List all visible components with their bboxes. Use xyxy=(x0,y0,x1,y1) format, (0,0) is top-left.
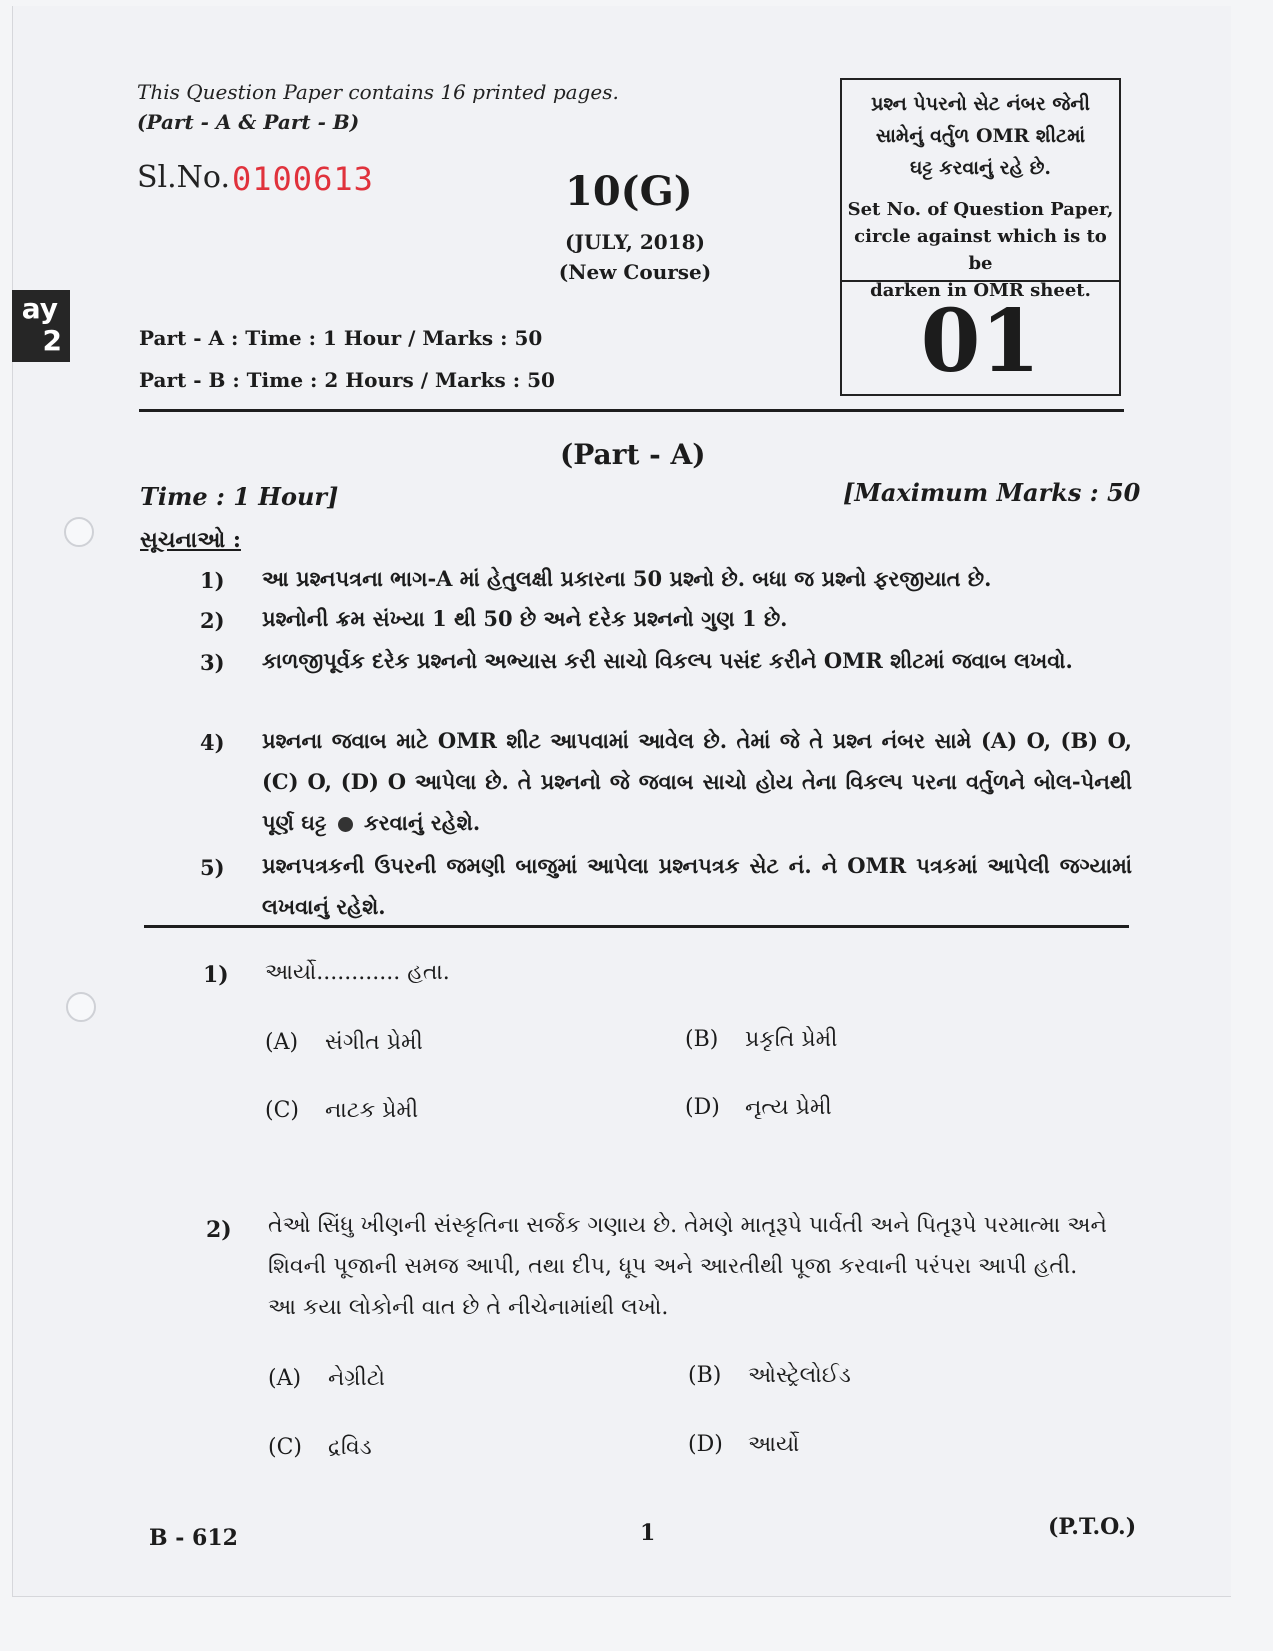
option-d xyxy=(685,1095,832,1120)
set-box-eng-line1: Set No. of Question Paper, xyxy=(847,199,1114,220)
instruction-text-part: કરવાનું રહેશે. xyxy=(363,810,481,835)
question-text: તેઓ સિંધુ ખીણની સંસ્કૃતિના સર્જક ગણાય છે. તેમણે માતૃરૂપે પાર્વતી અને પિતૃરૂપે પરમાત્મા અને શિવની પૂજાની સમજ આપી, તથા દીપ, ધૂપ અને આરતીથી પૂજા કરવાની પરંપરા આપી હતી. આ કયા લોકોની વાત છે તે નીચેનામાંથી લખો. xyxy=(268,1213,1107,1320)
page-number: 1 xyxy=(640,1520,656,1546)
instruction-text-part: પ્રશ્નના જવાબ માટે OMR શીટ આપવામાં આવેલ છે. તેમાં જે તે પ્રશ્ન નંબર સામે (A) O, (B) O, (C) O, (D) O આપેલા છે. તે પ્રશ્નનો જે જવાબ સાચો હોય તેના વિકલ્પ પરના વર્તુળને બોલ-પેનથી પૂર્ણ ઘટ્ટ xyxy=(262,728,1132,835)
part-a-time: Time : 1 Hour] xyxy=(140,482,339,511)
parts-note: (Part - A & Part - B) xyxy=(137,110,360,134)
option-text: આર્યો xyxy=(748,1432,800,1457)
instruction-text: આ પ્રશ્નપત્રના ભાગ-A માં હેતુલક્ષી પ્રકારના 50 પ્રશ્નો છે. બધા જ પ્રશ્નો ફરજીયાત છે. xyxy=(262,566,992,591)
instruction-number: 1) xyxy=(200,568,225,593)
day-tab xyxy=(12,290,70,362)
option-letter: (C) xyxy=(268,1435,302,1460)
instruction-number: 3) xyxy=(200,650,225,675)
option-letter: (D) xyxy=(688,1432,723,1457)
set-box-eng-line3: darken in OMR sheet. xyxy=(870,280,1091,301)
day-tab-number: 2 xyxy=(42,324,62,357)
option-letter: (D) xyxy=(685,1095,720,1120)
option-text: પ્રકૃતિ પ્રેમી xyxy=(745,1027,838,1052)
option-b xyxy=(688,1363,851,1388)
punch-hole-bottom xyxy=(66,992,96,1022)
option-letter: (A) xyxy=(268,1366,302,1391)
option-letter: (C) xyxy=(265,1098,299,1123)
paper-id: B - 612 xyxy=(149,1525,238,1551)
pto-note: (P.T.O.) xyxy=(1048,1514,1137,1540)
filled-circle-icon xyxy=(338,817,353,832)
pages-note: This Question Paper contains 16 printed pages. xyxy=(137,80,619,104)
option-d xyxy=(688,1432,799,1457)
set-number-box xyxy=(840,78,1121,396)
question-number: 1) xyxy=(203,962,229,988)
set-box-guj-line3: ઘટ્ટ કરવાનું રહે છે. xyxy=(909,157,1052,179)
option-text: દ્રવિડ xyxy=(328,1435,372,1460)
header-rule xyxy=(139,409,1124,412)
part-a-max-marks: [Maximum Marks : 50 xyxy=(843,478,1141,507)
instruction-text xyxy=(262,720,1132,843)
set-box-guj-line1: પ્રશ્ન પેપરનો સેટ નંબર જેની xyxy=(871,93,1090,115)
serial-label: Sl.No. xyxy=(137,160,231,195)
option-c xyxy=(265,1098,418,1123)
instruction-text: પ્રશ્નોની ક્રમ સંખ્યા 1 થી 50 છે અને દરેક પ્રશ્નનો ગુણ 1 છે. xyxy=(262,606,788,631)
instruction-number: 4) xyxy=(200,730,225,755)
set-box-eng-line2: circle against which is to be xyxy=(854,226,1107,274)
option-text: ઓસ્ટ્રેલોઈડ xyxy=(748,1363,851,1388)
exam-session: (JULY, 2018) xyxy=(565,230,705,254)
option-a xyxy=(265,1030,423,1055)
option-text: નેગ્રીટો xyxy=(328,1366,386,1391)
part-a-timing: Part - A : Time : 1 Hour / Marks : 50 xyxy=(139,326,543,350)
paper-code: 10(G) xyxy=(565,168,693,215)
day-tab-label: ay xyxy=(21,292,58,325)
option-c xyxy=(268,1435,372,1460)
part-b-timing: Part - B : Time : 2 Hours / Marks : 50 xyxy=(139,368,555,392)
instruction-number: 5) xyxy=(200,855,225,880)
instruction-text: કાળજીપૂર્વક દરેક પ્રશ્નનો અભ્યાસ કરી સાચો વિકલ્પ પસંદ કરીને OMR શીટમાં જવાબ લખવો. xyxy=(262,648,1073,673)
question-number: 2) xyxy=(206,1217,232,1243)
option-a xyxy=(268,1366,385,1391)
instructions-rule xyxy=(144,925,1129,928)
set-box-guj-line2: સામેનું વર્તુળ OMR શીટમાં xyxy=(875,125,1086,147)
punch-hole-top xyxy=(64,517,94,547)
instruction-number: 2) xyxy=(200,608,225,633)
option-text: નૃત્ય પ્રેમી xyxy=(745,1095,832,1120)
set-number: 01 xyxy=(920,291,1041,392)
option-letter: (B) xyxy=(685,1027,719,1052)
course-type: (New Course) xyxy=(558,260,712,284)
instruction-text: પ્રશ્નપત્રકની ઉપરની જમણી બાજુમાં આપેલા પ્રશ્નપત્રક સેટ નં. ને OMR પત્રકમાં આપેલી જગ્યામાં લખવાનું રહેશે. xyxy=(262,853,1132,919)
option-text: નાટક પ્રેમી xyxy=(325,1098,419,1123)
instructions-heading: સૂચનાઓ : xyxy=(140,527,241,553)
option-letter: (A) xyxy=(265,1030,299,1055)
set-box-divider xyxy=(842,280,1119,282)
option-b xyxy=(685,1027,837,1052)
option-letter: (B) xyxy=(688,1363,722,1388)
question-text: આર્યો............ હતા. xyxy=(265,960,450,985)
option-text: સંગીત પ્રેમી xyxy=(325,1030,423,1055)
part-a-title: (Part - A) xyxy=(560,438,706,471)
serial-number: 0100613 xyxy=(232,160,374,198)
